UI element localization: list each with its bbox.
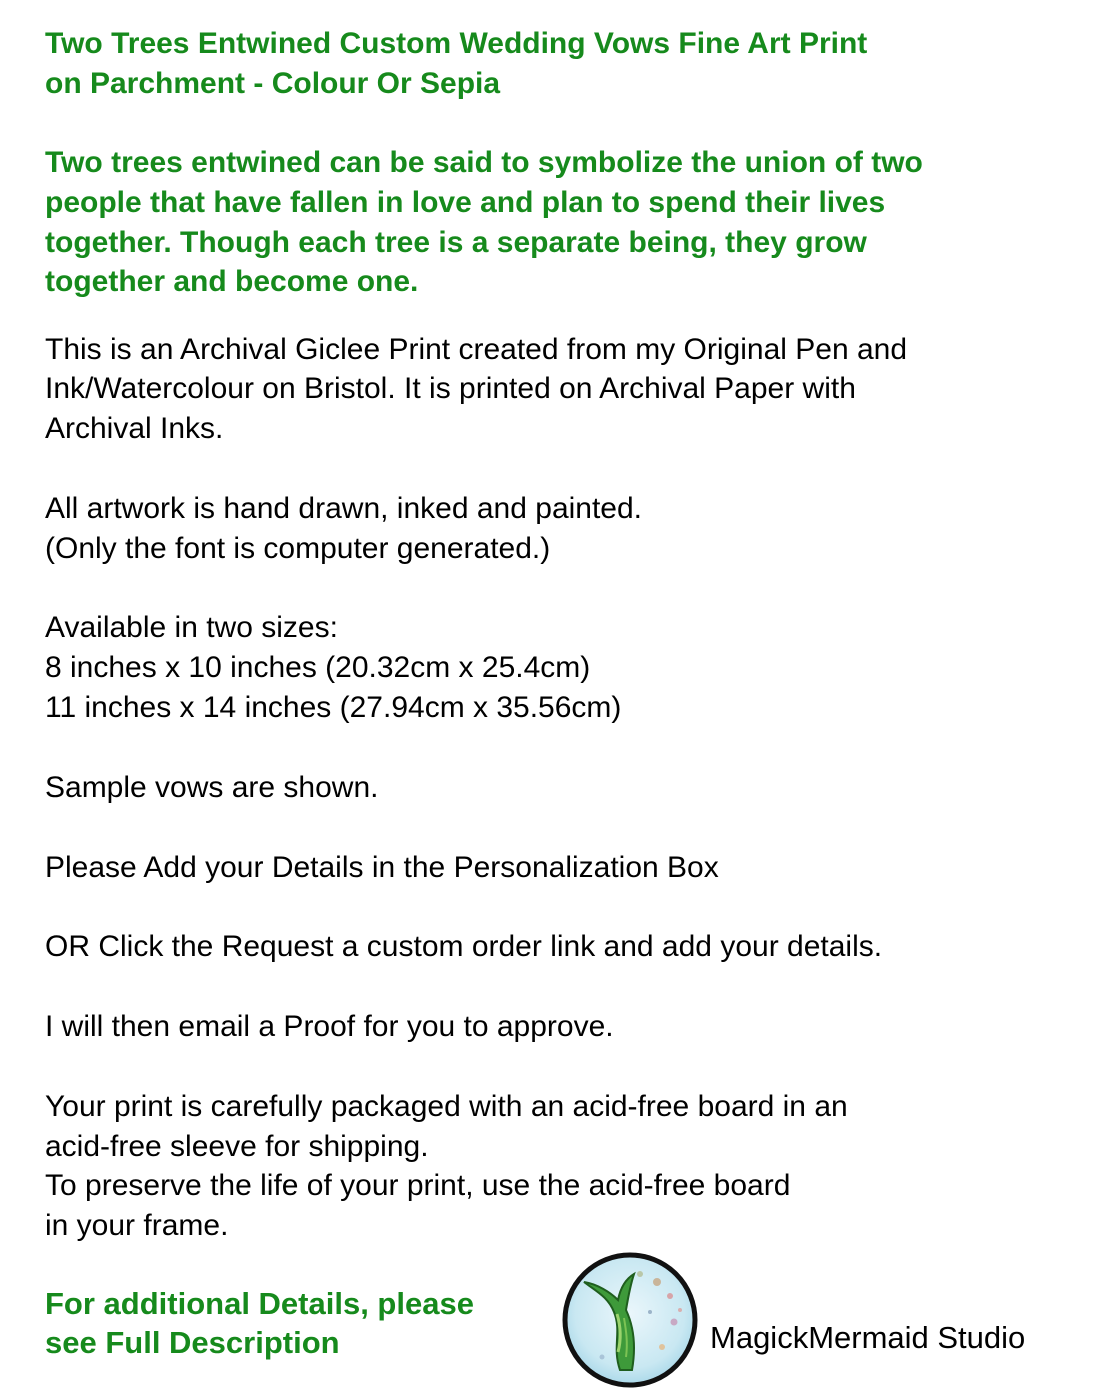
- studio-name: MagickMermaid Studio: [710, 1320, 1026, 1355]
- packaging-line-3: To preserve the life of your print, use the acid-free board: [45, 1169, 791, 1202]
- archival-line-3: Archival Inks.: [45, 412, 224, 445]
- mermaid-tail-logo-icon: [562, 1252, 698, 1388]
- handdrawn-line-2: (Only the font is computer generated.): [45, 532, 551, 565]
- intro-line-2: people that have fallen in love and plan to spend their lives: [45, 186, 886, 219]
- size-option-small: 8 inches x 10 inches (20.32cm x 25.4cm): [45, 651, 591, 684]
- archival-line-1: This is an Archival Giclee Print created from my Original Pen and: [45, 333, 908, 366]
- size-option-large: 11 inches x 14 inches (27.94cm x 35.56cm): [45, 691, 622, 724]
- details-line-2: see Full Description: [45, 1325, 340, 1360]
- intro-line-1: Two trees entwined can be said to symbolize the union of two: [45, 146, 923, 179]
- personalize-text: Please Add your Details in the Personalization Box: [45, 851, 719, 884]
- intro-line-3: together. Though each tree is a separate being, they grow: [45, 226, 867, 259]
- details-line-1: For additional Details, please: [45, 1286, 474, 1321]
- packaging-line-2: acid-free sleeve for shipping.: [45, 1130, 429, 1163]
- sample-vows-text: Sample vows are shown.: [45, 771, 379, 804]
- title-line-2: on Parchment - Colour Or Sepia: [45, 67, 501, 100]
- title-line-1: Two Trees Entwined Custom Wedding Vows Fine Art Print: [45, 27, 868, 60]
- handdrawn-line-1: All artwork is hand drawn, inked and painted.: [45, 492, 643, 525]
- custom-order-text: OR Click the Request a custom order link and add your details.: [45, 930, 883, 963]
- packaging-line-1: Your print is carefully packaged with an acid-free board in an: [45, 1090, 848, 1123]
- packaging-line-4: in your frame.: [45, 1209, 229, 1242]
- proof-text: I will then email a Proof for you to approve.: [45, 1010, 614, 1043]
- sizes-heading: Available in two sizes:: [45, 611, 338, 644]
- archival-line-2: Ink/Watercolour on Bristol. It is printed on Archival Paper with: [45, 372, 856, 405]
- intro-line-4: together and become one.: [45, 265, 419, 298]
